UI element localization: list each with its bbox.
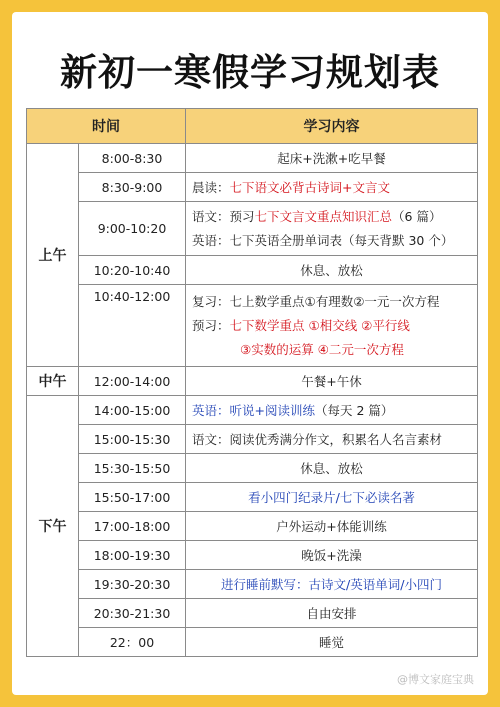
content-highlight: 七下语文必背古诗词+文言文 [229,180,390,195]
content-cell: 晚饭+洗澡 [186,541,478,570]
content-cell: 进行睡前默写：古诗文/英语单词/小四门 [186,570,478,599]
content-prefix: 晨读： [192,180,230,195]
time-cell: 22：00 [79,628,186,657]
content-highlight: 七下文言文重点知识汇总 [254,208,393,224]
content-suffix: （每天 2 篇） [314,403,394,418]
content-cell: 户外运动+体能训练 [186,512,478,541]
period-noon: 中午 [27,367,79,396]
content-prefix: 预习： [192,317,230,333]
page-title: 新初一寒假学习规划表 [60,51,440,94]
table-row [27,483,478,512]
watermark: @博文家庭宝典 [397,673,474,686]
time-cell: 14:00-15:00 [79,396,186,425]
content-cell [186,285,478,367]
table-row [27,396,478,425]
table-row [27,628,478,657]
content-cell: 休息、放松 [186,256,478,285]
planner-card [12,12,488,695]
table-row [27,256,478,285]
table-row [27,570,478,599]
content-cell: 看小四门纪录片/七下必读名著 [186,483,478,512]
header-time: 时间 [27,109,186,144]
table-row [27,541,478,570]
period-afternoon: 下午 [27,396,79,657]
period-morning: 上午 [27,144,79,367]
time-cell: 8:00-8:30 [79,144,186,173]
content-cell [186,202,478,256]
table-row [27,454,478,483]
content-cell: 午餐+午休 [186,367,478,396]
time-cell: 10:40-12:00 [79,285,186,367]
time-cell: 8:30-9:00 [79,173,186,202]
time-cell: 20:30-21:30 [79,599,186,628]
time-cell: 15:50-17:00 [79,483,186,512]
table-row [27,202,478,256]
schedule-table [26,108,478,657]
table-row [27,425,478,454]
time-cell: 18:00-19:30 [79,541,186,570]
content-cell: 睡觉 [186,628,478,657]
content-highlight: 英语：听说+阅读训练 [192,403,315,418]
header-content: 学习内容 [186,109,478,144]
content-prefix: 语文：预习 [192,208,255,224]
content-suffix: （6 篇） [392,208,442,224]
time-cell: 19:30-20:30 [79,570,186,599]
content-cell: 起床+洗漱+吃早餐 [186,144,478,173]
content-cell: 语文：阅读优秀满分作文，积累名人名言素材 [186,425,478,454]
table-header-row [27,109,478,144]
content-highlight: ③实数的运算 ④二元一次方程 [240,341,404,357]
time-cell: 12:00-14:00 [79,367,186,396]
content-cell: 休息、放松 [186,454,478,483]
content-line: 复习：七上数学重点①有理数②一元一次方程 [192,293,440,309]
table-row [27,367,478,396]
time-cell: 17:00-18:00 [79,512,186,541]
table-row [27,144,478,173]
time-cell: 9:00-10:20 [79,202,186,256]
time-cell: 15:00-15:30 [79,425,186,454]
time-cell: 15:30-15:50 [79,454,186,483]
content-cell [186,396,478,425]
table-row [27,599,478,628]
content-cell: 自由安排 [186,599,478,628]
time-cell: 10:20-10:40 [79,256,186,285]
content-cell [186,173,478,202]
table-row [27,173,478,202]
table-row [27,285,478,367]
table-row [27,512,478,541]
content-line: 英语：七下英语全册单词表（每天背默 30 个） [192,232,454,248]
content-highlight: 七下数学重点 ①相交线 ②平行线 [229,317,410,333]
